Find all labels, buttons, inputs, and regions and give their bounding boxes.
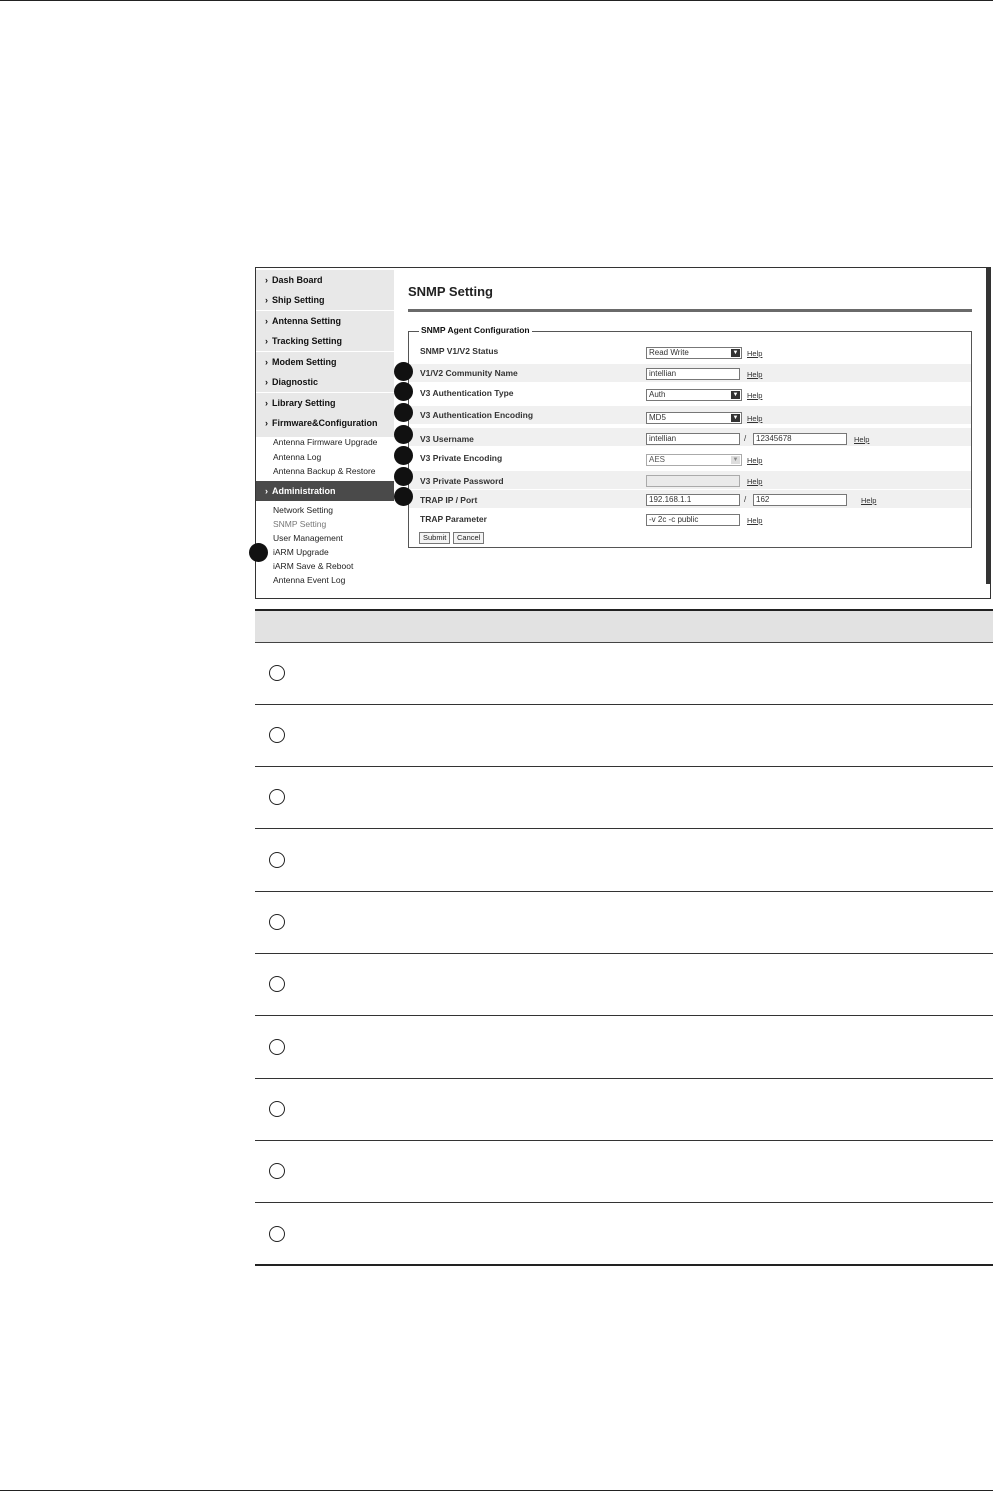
sidebar-subitem-iarm-upgrade[interactable]: iARM Upgrade — [273, 547, 329, 557]
table-row — [255, 705, 993, 767]
chevron-right-icon: › — [265, 357, 268, 367]
table-row — [255, 1141, 993, 1203]
page-title: SNMP Setting — [408, 284, 493, 299]
separator-slash: / — [744, 495, 747, 504]
sidebar-subitem-snmp-setting[interactable]: SNMP Setting — [273, 519, 327, 529]
row-divider — [255, 1264, 993, 1266]
sidebar-subitem-user-management[interactable]: User Management — [273, 533, 343, 543]
number-circle-icon — [269, 914, 285, 930]
help-link[interactable]: Help — [747, 370, 763, 379]
table-row — [255, 1204, 993, 1266]
number-circle-icon — [269, 852, 285, 868]
submit-button[interactable]: Submit — [419, 532, 450, 544]
sidebar-subitem-network-setting[interactable]: Network Setting — [273, 505, 333, 515]
trap-ip-port-label: TRAP IP / Port — [420, 495, 478, 505]
help-link[interactable]: Help — [854, 435, 870, 444]
callout-marker — [394, 425, 413, 444]
sidebar-item-administration[interactable]: › Administration — [256, 481, 394, 501]
number-circle-icon — [269, 665, 285, 681]
table-header — [255, 611, 993, 642]
trap-port-input[interactable]: 162 — [753, 494, 847, 506]
chevron-right-icon: › — [265, 418, 268, 428]
sidebar-subitem-antenna-event-log[interactable]: Antenna Event Log — [273, 575, 346, 585]
chevron-right-icon: › — [265, 316, 268, 326]
title-divider — [408, 309, 972, 312]
auth-type-label: V3 Authentication Type — [420, 388, 514, 398]
callout-marker — [394, 382, 413, 401]
chevron-right-icon: › — [265, 486, 268, 496]
number-circle-icon — [269, 1163, 285, 1179]
chevron-right-icon: › — [265, 336, 268, 346]
auth-encoding-label: V3 Authentication Encoding — [420, 410, 534, 420]
trap-ip-input[interactable]: 192.168.1.1 — [646, 494, 740, 506]
community-name-input[interactable]: intellian — [646, 368, 740, 380]
chevron-down-icon: ▼ — [732, 392, 739, 398]
sidebar-item-modem-setting[interactable]: › Modem Setting — [256, 352, 394, 372]
username-input[interactable]: intellian — [646, 433, 740, 445]
callout-marker — [394, 467, 413, 486]
callout-marker — [394, 362, 413, 381]
number-circle-icon — [269, 1101, 285, 1117]
sidebar-item-tracking-setting[interactable]: › Tracking Setting — [256, 331, 394, 351]
sidebar-item-dash-board[interactable]: › Dash Board — [256, 270, 394, 290]
username-label: V3 Username — [420, 434, 474, 444]
auth-type-select[interactable]: Auth ▼ — [646, 389, 742, 401]
fieldset-legend: SNMP Agent Configuration — [421, 325, 530, 335]
help-link[interactable]: Help — [747, 477, 763, 486]
number-circle-icon — [269, 727, 285, 743]
table-row — [255, 643, 993, 705]
table-row — [255, 1017, 993, 1079]
v1v2-status-select[interactable]: Read Write ▼ — [646, 347, 742, 359]
chevron-right-icon: › — [265, 295, 268, 305]
help-link[interactable]: Help — [861, 496, 877, 505]
chevron-right-icon: › — [265, 398, 268, 408]
top-page-rule — [0, 0, 993, 1]
trap-parameter-label: TRAP Parameter — [420, 514, 487, 524]
community-name-label: V1/V2 Community Name — [420, 368, 518, 378]
chevron-down-icon: ▼ — [732, 350, 739, 356]
bottom-page-rule — [0, 1490, 993, 1491]
sidebar-subitem-antenna-backup-restore[interactable]: Antenna Backup & Restore — [273, 466, 376, 476]
sidebar-subitem-iarm-save-reboot[interactable]: iARM Save & Reboot — [273, 561, 354, 571]
table-row — [255, 830, 993, 892]
chevron-right-icon: › — [265, 275, 268, 285]
number-circle-icon — [269, 789, 285, 805]
number-circle-icon — [269, 1039, 285, 1055]
number-circle-icon — [269, 976, 285, 992]
chevron-right-icon: › — [265, 377, 268, 387]
sidebar-item-firmware-configuration[interactable]: › Firmware&Configuration — [256, 413, 394, 437]
callout-marker — [394, 446, 413, 465]
sidebar-item-diagnostic[interactable]: › Diagnostic — [256, 372, 394, 392]
callout-marker — [249, 543, 268, 562]
help-link[interactable]: Help — [747, 349, 763, 358]
table-row — [255, 954, 993, 1016]
v1v2-status-label: SNMP V1/V2 Status — [420, 346, 499, 356]
table-row — [255, 892, 993, 954]
callout-marker — [394, 403, 413, 422]
number-circle-icon — [269, 1226, 285, 1242]
help-link[interactable]: Help — [747, 391, 763, 400]
chevron-down-icon: ▼ — [732, 415, 739, 421]
table-row — [255, 767, 993, 829]
private-password-input[interactable] — [646, 475, 740, 487]
trap-parameter-input[interactable]: -v 2c -c public — [646, 514, 740, 526]
table-row — [255, 1079, 993, 1141]
private-encoding-label: V3 Private Encoding — [420, 453, 503, 463]
auth-encoding-select[interactable]: MD5 ▼ — [646, 412, 742, 424]
scrollbar[interactable] — [986, 268, 990, 584]
callout-marker — [394, 487, 413, 506]
cancel-button[interactable]: Cancel — [453, 532, 484, 544]
chevron-down-icon: ▼ — [732, 457, 739, 463]
snmp-screenshot-figure — [255, 267, 991, 599]
separator-slash: / — [744, 434, 747, 443]
help-link[interactable]: Help — [747, 456, 763, 465]
private-password-label: V3 Private Password — [420, 476, 504, 486]
row-divider — [255, 1202, 993, 1203]
sidebar-item-library-setting[interactable]: › Library Setting — [256, 393, 394, 413]
username-password-input[interactable]: 12345678 — [753, 433, 847, 445]
sidebar-item-ship-setting[interactable]: › Ship Setting — [256, 290, 394, 310]
help-link[interactable]: Help — [747, 414, 763, 423]
sidebar-subitem-antenna-firmware-upgrade[interactable]: Antenna Firmware Upgrade — [273, 437, 378, 447]
help-link[interactable]: Help — [747, 516, 763, 525]
sidebar-subitem-antenna-log[interactable]: Antenna Log — [273, 452, 322, 462]
row-divider — [255, 828, 993, 829]
private-encoding-select[interactable]: AES ▼ — [646, 454, 742, 466]
row-divider — [255, 1015, 993, 1016]
sidebar-item-antenna-setting[interactable]: › Antenna Setting — [256, 311, 394, 331]
sidebar — [256, 268, 394, 598]
